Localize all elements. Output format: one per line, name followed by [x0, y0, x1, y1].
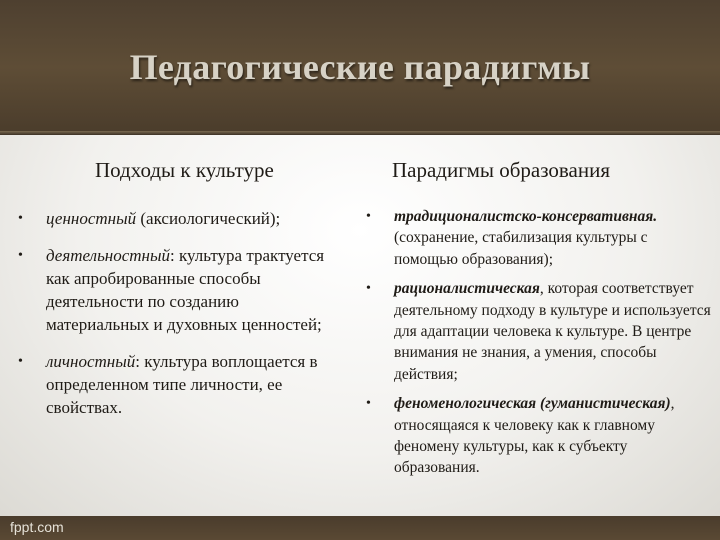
bullet-icon: • — [18, 248, 23, 263]
bullet-icon: • — [18, 354, 23, 369]
item-text: , которая соответствует деятельному подходу в культуре и используется для адаптации человека к культуре. В центре внимания не знания, а умения, способы действия; — [394, 280, 711, 383]
item-text: (аксиологический); — [136, 209, 281, 228]
left-column-heading: Подходы к культуре — [95, 158, 274, 182]
item-term: деятельностный — [46, 246, 171, 265]
education-paradigms-list — [364, 206, 712, 487]
list-item — [16, 244, 336, 336]
list-item — [364, 278, 712, 385]
list-item — [364, 206, 712, 270]
item-term: рационалистическая — [394, 280, 540, 298]
bullet-icon: • — [366, 396, 371, 412]
item-text: : культура трактуется как апробированные способы деятельности по созданию материальных и духовных ценностей; — [46, 246, 325, 334]
item-text: : культура воплощается в определенном типе личности, ее свойствах. — [46, 352, 318, 417]
culture-approaches-list — [16, 207, 336, 433]
item-text: , относящаяся к человеку как к главному феномену культуры, как к субъекту образования. — [394, 395, 675, 477]
list-item — [364, 393, 712, 479]
list-item — [16, 207, 336, 230]
footer-bar — [0, 516, 720, 540]
right-column-heading: Парадигмы образования — [392, 158, 610, 182]
bullet-icon: • — [366, 209, 371, 224]
item-term: традиционалистско-консервативная. — [394, 208, 658, 225]
watermark-text: fppt.com — [10, 519, 64, 535]
slide-title: Педагогические парадигмы — [129, 47, 591, 87]
item-term: феноменологическая (гуманистическая) — [394, 395, 671, 413]
item-term: ценностный — [46, 209, 137, 228]
bullet-icon: • — [18, 211, 23, 226]
list-item — [16, 350, 336, 419]
bullet-icon: • — [366, 281, 371, 297]
item-term: личностный — [46, 352, 136, 371]
item-text: (сохранение, стабилизация культуры с помощью образования); — [394, 229, 648, 268]
title-banner — [0, 0, 720, 135]
